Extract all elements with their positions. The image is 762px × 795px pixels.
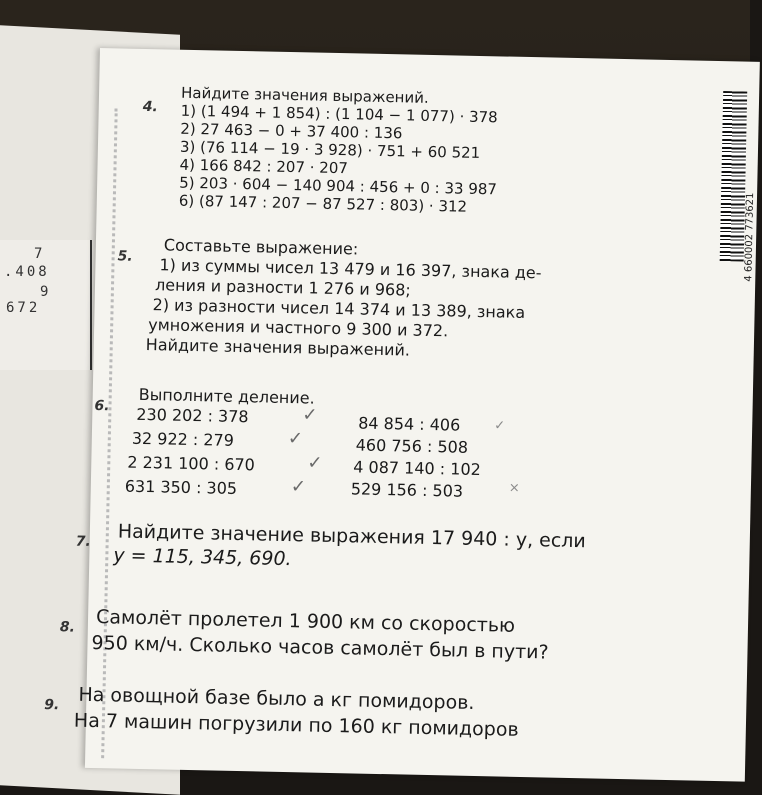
exercise-text-line: 950 км/ч. Сколько часов самолёт был в пути? bbox=[91, 631, 549, 664]
left-digit: 7 bbox=[34, 246, 43, 262]
check-mark-icon: ✓ bbox=[290, 476, 307, 498]
expression-line: 6) (87 147 : 207 − 87 527 : 803) · 312 bbox=[178, 191, 468, 216]
division-item: 84 854 : 406 bbox=[358, 413, 461, 435]
left-digit: .408 bbox=[4, 264, 50, 280]
expression-line: 4) 166 842 : 207 · 207 bbox=[179, 155, 349, 178]
check-mark-icon: ✓ bbox=[287, 428, 304, 450]
cross-mark-icon: × bbox=[508, 480, 520, 496]
exercise-number: 4. bbox=[142, 98, 159, 116]
exercise-number: 7. bbox=[75, 533, 91, 550]
exercise-text-line: ления и разности 1 276 и 968; bbox=[154, 275, 411, 300]
exercise-text-line: Найдите значения выражений. bbox=[145, 335, 411, 360]
expression-line: 1) (1 494 + 1 854) : (1 104 − 1 077) · 378 bbox=[180, 101, 498, 127]
exercise-text-line: Найдите значение выражения 17 940 : y, если bbox=[117, 520, 587, 553]
exercise-number: 6. bbox=[94, 397, 110, 415]
division-item: 631 350 : 305 bbox=[124, 476, 238, 498]
exercise-title: Найдите значения выражений. bbox=[180, 83, 429, 107]
barcode bbox=[720, 91, 748, 261]
division-item: 230 202 : 378 bbox=[136, 404, 249, 427]
expression-line: 5) 203 · 604 − 140 904 : 456 + 0 : 33 987 bbox=[179, 173, 498, 199]
exercise-title: Составьте выражение: bbox=[163, 235, 359, 259]
division-item: 32 922 : 279 bbox=[131, 428, 235, 450]
exercise-text-line: 2) из разности чисел 14 374 и 13 389, знака bbox=[152, 295, 526, 322]
exercise-text-line: 1) из суммы чисел 13 479 и 16 397, знака де- bbox=[159, 255, 542, 283]
division-item: 529 156 : 503 bbox=[350, 479, 464, 501]
exercise-text-line: Самолёт пролетел 1 900 км со скоростью bbox=[95, 606, 516, 637]
exercise-text-line: На 7 машин погрузили по 160 кг помидоров bbox=[73, 709, 519, 741]
check-mark-icon: ✓ bbox=[494, 418, 506, 434]
left-page-calculation bbox=[0, 240, 92, 370]
check-mark-icon: ✓ bbox=[302, 404, 318, 426]
exercise-number: 9. bbox=[44, 696, 60, 714]
division-item: 2 231 100 : 670 bbox=[127, 452, 256, 475]
check-mark-icon: ✓ bbox=[307, 452, 323, 474]
barcode-number: 4 660002 773621 bbox=[743, 192, 757, 282]
division-item: 4 087 140 : 102 bbox=[353, 457, 481, 480]
left-digit: 9 bbox=[40, 284, 49, 300]
exercise-title: Выполните деление. bbox=[138, 384, 315, 408]
exercise-number: 5. bbox=[117, 248, 133, 265]
division-item: 460 756 : 508 bbox=[355, 435, 469, 457]
exercise-text-line: умножения и частного 9 300 и 372. bbox=[148, 315, 449, 341]
expression-line: 2) 27 463 − 0 + 37 400 : 136 bbox=[180, 119, 403, 143]
exercise-text-line: На овощной базе было a кг помидоров. bbox=[78, 683, 475, 714]
left-digit: 672 bbox=[6, 300, 41, 316]
textbook-page bbox=[44, 48, 760, 782]
expression-line: 3) (76 114 − 19 · 3 928) · 751 + 60 521 bbox=[179, 137, 481, 162]
exercise-text-line: y = 115, 345, 690. bbox=[113, 544, 292, 571]
exercise-number: 8. bbox=[59, 619, 76, 636]
